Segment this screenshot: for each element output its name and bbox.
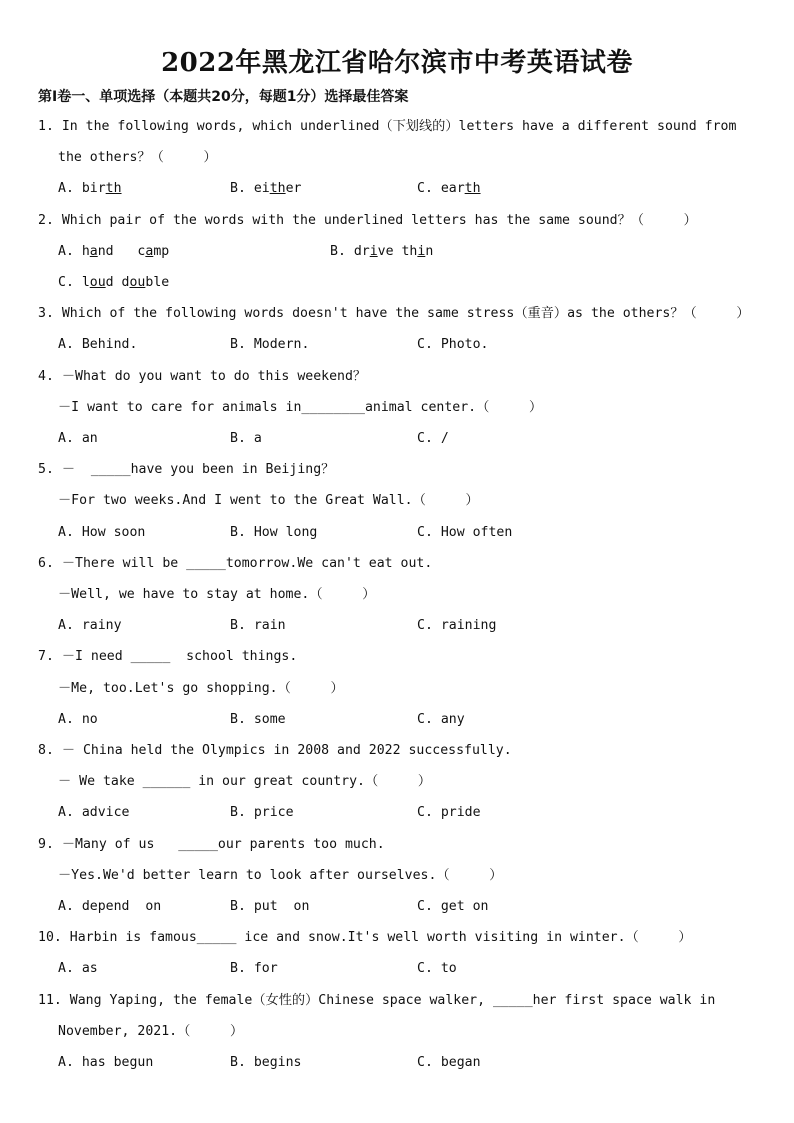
question-4-option-a: A. an [58, 431, 98, 446]
question-6-option-a: A. rainy [58, 618, 122, 633]
question-2-text: 2. Which pair of the words with the underlined letters has the same sound？（ ） [38, 213, 697, 228]
question-5-option-a: A. How soon [58, 525, 146, 540]
question-8-option-b: B. price [230, 805, 294, 820]
question-2-option-c: C. loud double [58, 275, 170, 290]
question-2-option-b: B. drive thin [330, 244, 434, 259]
question-3-option-b: B. Modern. [230, 337, 310, 352]
question-8-text-cont: － We take ______ in our great country.（ ） [58, 774, 432, 789]
question-3-option-c: C. Photo. [417, 337, 489, 352]
question-4-option-b: B. a [230, 431, 262, 446]
question-10-option-c: C. to [417, 961, 457, 976]
question-1-text-cont: the others？（ ） [58, 150, 217, 165]
question-10-text: 10. Harbin is famous_____ ice and snow.It's well worth visiting in winter.（ ） [38, 930, 692, 945]
question-7-text-cont: －Me, too.Let's go shopping.（ ） [58, 681, 344, 696]
question-7-text: 7. －I need _____ school things. [38, 649, 298, 664]
question-9-text: 9. －Many of us _____our parents too much. [38, 837, 385, 852]
question-1-text: 1. In the following words, which underlined（下划线的）letters have a different sound from [38, 119, 737, 134]
question-4-text: 4. －What do you want to do this weekend？ [38, 369, 367, 384]
question-9-option-b: B. put on [230, 899, 310, 914]
question-8-option-a: A. advice [58, 805, 130, 820]
question-6-text-cont: －Well, we have to stay at home.（ ） [58, 587, 376, 602]
question-8-option-c: C. pride [417, 805, 481, 820]
question-2-option-a: A. hand camp [58, 244, 170, 259]
question-8-text: 8. － China held the Olympics in 2008 and 2022 successfully. [38, 743, 512, 758]
section-heading: 第Ⅰ卷一、单项选择（本题共20分，每题1分）选择最佳答案 [38, 89, 409, 105]
question-4-text-cont: －I want to care for animals in________animal center.（ ） [58, 400, 543, 415]
question-11-option-b: B. begins [230, 1055, 302, 1070]
question-1-option-c: C. earth [417, 181, 481, 196]
question-5-option-b: B. How long [230, 525, 318, 540]
question-1-option-b: B. either [230, 181, 302, 196]
question-11-text-cont: November, 2021.（ ） [58, 1024, 244, 1039]
question-11-option-a: A. has begun [58, 1055, 154, 1070]
question-1-option-a: A. birth [58, 181, 122, 196]
question-10-option-b: B. for [230, 961, 278, 976]
question-6-option-b: B. rain [230, 618, 286, 633]
question-9-option-a: A. depend on [58, 899, 162, 914]
question-7-option-c: C. any [417, 712, 465, 727]
question-5-text-cont: －For two weeks.And I went to the Great Wall.（ ） [58, 493, 479, 508]
question-7-option-a: A. no [58, 712, 98, 727]
question-6-option-c: C. raining [417, 618, 497, 633]
question-5-text: 5. － _____have you been in Beijing？ [38, 462, 335, 477]
question-9-text-cont: －Yes.We'd better learn to look after ourselves.（ ） [58, 868, 503, 883]
question-10-option-a: A. as [58, 961, 98, 976]
question-11-option-c: C. began [417, 1055, 481, 1070]
question-4-option-c: C. / [417, 431, 449, 446]
question-5-option-c: C. How often [417, 525, 513, 540]
question-9-option-c: C. get on [417, 899, 489, 914]
question-11-text: 11. Wang Yaping, the female（女性的）Chinese space walker, _____her first space walk in [38, 993, 716, 1008]
page-title: 2022年黑龙江省哈尔滨市中考英语试卷 [161, 48, 633, 78]
question-6-text: 6. －There will be _____tomorrow.We can't eat out. [38, 556, 433, 571]
question-3-text: 3. Which of the following words doesn't have the same stress（重音）as the others？（ ） [38, 306, 750, 321]
question-7-option-b: B. some [230, 712, 286, 727]
question-3-option-a: A. Behind. [58, 337, 138, 352]
